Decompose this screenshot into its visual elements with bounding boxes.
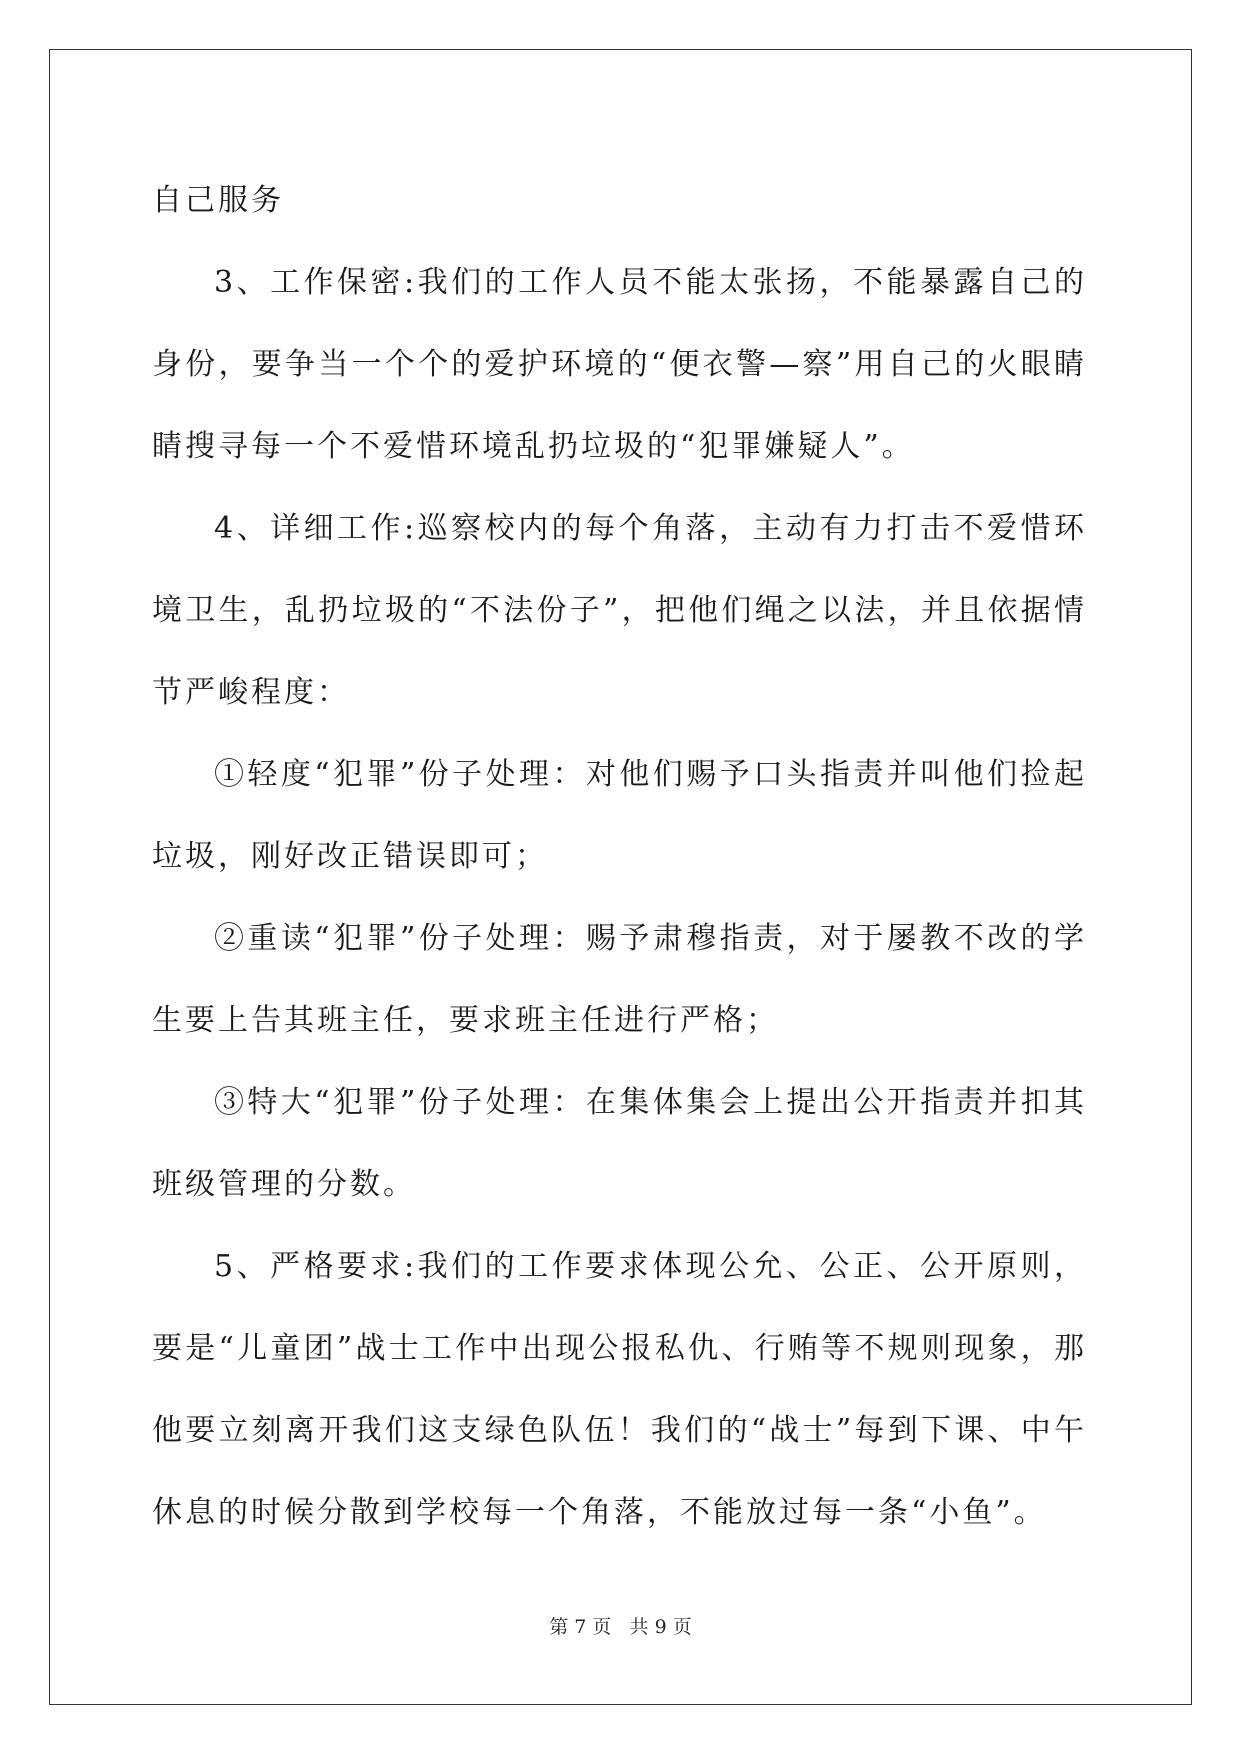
paragraph-5: ②重读“犯罪”份子处理：赐予肃穆指责，对于屡教不改的学生要上告其班主任，要求班主任进行严格； <box>152 921 1087 1038</box>
document-body <box>152 160 1087 1554</box>
page-number-footer: 第 7 页 共 9 页 <box>549 1616 692 1638</box>
paragraph-7: 5、严格要求:我们的工作要求体现公允、公正、公开原则，要是“儿童团”战士工作中出现公报私仇、行贿等不规则现象，那他要立刻离开我们这支绿色队伍！我们的“战士”每到下课、中午休息的时候分散到学校每一个角落，不能放过每一条“小鱼”。 <box>152 1249 1087 1530</box>
paragraph-2: 3、工作保密:我们的工作人员不能太张扬，不能暴露自己的身份，要争当一个个的爱护环境的“便衣警—察”用自己的火眼睛睛搜寻每一个不爱惜环境乱扔垃圾的“犯罪嫌疑人”。 <box>152 265 1087 464</box>
paragraph-4: ①轻度“犯罪”份子处理：对他们赐予口头指责并叫他们捡起垃圾，刚好改正错误即可； <box>152 757 1087 874</box>
paragraph-1: 自己服务 <box>152 183 284 218</box>
paragraph-6: ③特大“犯罪”份子处理：在集体集会上提出公开指责并扣其班级管理的分数。 <box>152 1085 1087 1202</box>
paragraph-3: 4、详细工作:巡察校内的每个角落，主动有力打击不爱惜环境卫生，乱扔垃圾的“不法份子”，把他们绳之以法，并且依据情节严峻程度： <box>152 511 1087 710</box>
